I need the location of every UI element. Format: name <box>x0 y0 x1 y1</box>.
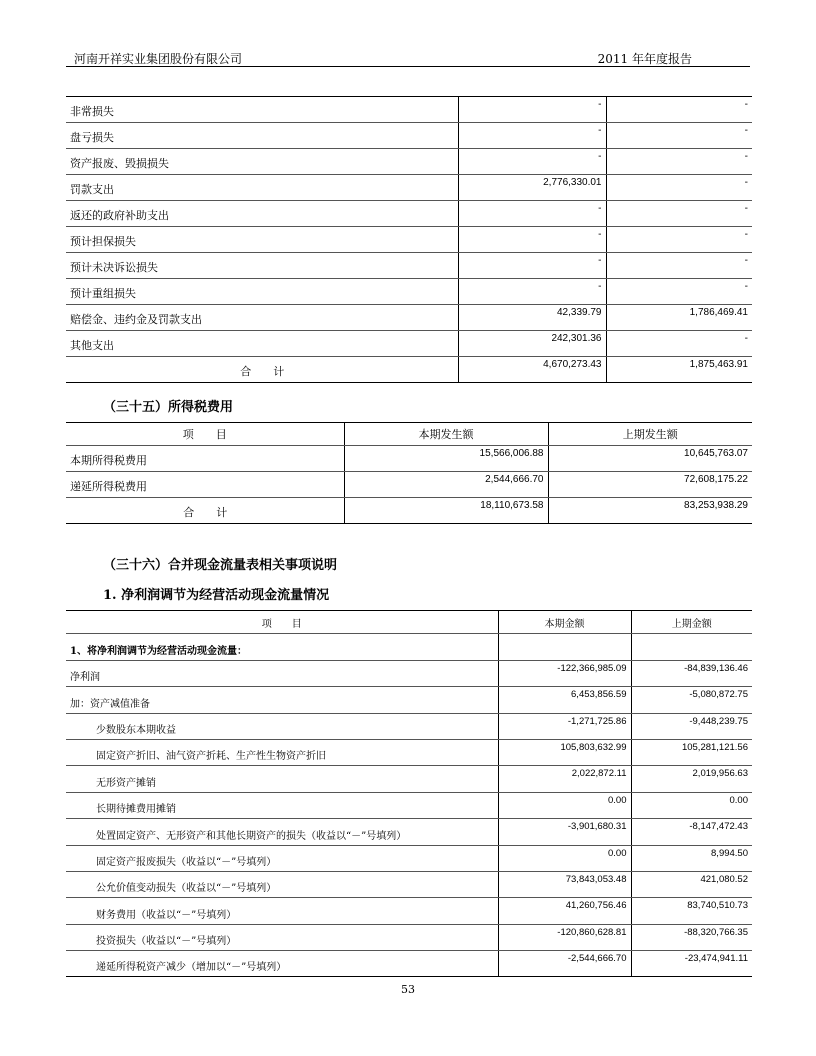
row-prior-value: -5,080,872.75 <box>631 687 752 713</box>
section-36-title: （三十六）合并现金流量表相关事项说明 <box>103 558 338 573</box>
row-label: 固定资产报废损失（收益以“－”号填列） <box>66 845 498 871</box>
row-prior-value: 8,994.50 <box>631 845 752 871</box>
header-current: 本期发生额 <box>344 423 548 446</box>
row-prior-value: - <box>606 149 752 175</box>
table-row <box>66 792 752 818</box>
page-number: 53 <box>401 983 415 996</box>
row-current-value: 73,843,053.48 <box>498 871 631 897</box>
row-prior-value: - <box>606 331 752 357</box>
total-row <box>66 498 752 524</box>
row-current-value: 4,670,273.43 <box>458 357 606 383</box>
row-prior-value: -23,474,941.11 <box>684 953 748 965</box>
row-current-value: -120,860,628.81 <box>498 924 631 950</box>
header-prior: 上期金额 <box>631 611 752 634</box>
row-current-value: 6,453,856.59 <box>498 687 631 713</box>
table-row <box>66 766 752 792</box>
table-row <box>66 227 752 253</box>
row-label: 递延所得税资产减少（增加以“－”号填列） <box>66 951 498 977</box>
table-row <box>66 253 752 279</box>
row-prior-value: 72,608,175.22 <box>548 472 752 498</box>
total-row <box>66 357 752 383</box>
row-current-value: 2,544,666.70 <box>344 472 548 498</box>
page-header <box>66 46 750 67</box>
row-prior-value: - <box>606 123 752 149</box>
table-row <box>66 845 752 871</box>
table-row <box>66 951 752 977</box>
row-current-value: 0.00 <box>498 792 631 818</box>
cash-flow-reconciliation-table <box>66 610 752 977</box>
row-prior-value: - <box>606 175 752 201</box>
row-label: 合 计 <box>66 357 458 383</box>
row-label: 本期所得税费用 <box>66 446 344 472</box>
table-row <box>66 819 752 845</box>
row-current-value: - <box>458 227 606 253</box>
row-label: 预计未决诉讼损失 <box>66 253 458 279</box>
table-row <box>66 739 752 765</box>
row-prior-value: 10,645,763.07 <box>548 446 752 472</box>
row-current-value: -2,544,666.70 <box>498 951 631 977</box>
table-row <box>66 871 752 897</box>
company-name: 河南开祥实业集团股份有限公司 <box>74 52 243 66</box>
header-current: 本期金额 <box>498 611 631 634</box>
row-label: 递延所得税费用 <box>66 472 344 498</box>
row-current-value: 2,776,330.01 <box>458 175 606 201</box>
row-prior-value: 0.00 <box>631 792 752 818</box>
row-label: 返还的政府补助支出 <box>66 201 458 227</box>
table-row <box>66 713 752 739</box>
row-label: 少数股东本期收益 <box>66 713 498 739</box>
row-prior-value: - <box>606 227 752 253</box>
table-row <box>66 149 752 175</box>
row-current-value: 2,022,872.11 <box>498 766 631 792</box>
row-current-value: 42,339.79 <box>458 305 606 331</box>
header-item: 项 目 <box>66 611 498 634</box>
group-header-row <box>66 634 752 660</box>
row-current-value: 15,566,006.88 <box>344 446 548 472</box>
row-current-value: 242,301.36 <box>458 331 606 357</box>
row-current-value: 0.00 <box>498 845 631 871</box>
row-current-value: -1,271,725.86 <box>498 713 631 739</box>
table-row <box>66 898 752 924</box>
row-label: 加：资产减值准备 <box>66 687 498 713</box>
row-current-value: - <box>458 123 606 149</box>
row-current-value: - <box>458 253 606 279</box>
row-label: 长期待摊费用摊销 <box>66 792 498 818</box>
table-row <box>66 446 752 472</box>
group-label: 1、将净利润调节为经营活动现金流量： <box>66 634 498 660</box>
income-tax-table <box>66 422 752 524</box>
row-label: 预计重组损失 <box>66 279 458 305</box>
header-item: 项 目 <box>66 423 344 446</box>
row-prior-value: 105,281,121.56 <box>631 739 752 765</box>
section-35-title: （三十五）所得税费用 <box>103 400 234 415</box>
row-prior-value: - <box>606 279 752 305</box>
row-current-value: - <box>458 279 606 305</box>
table-row <box>66 660 752 686</box>
row-label: 财务费用（收益以“－”号填列） <box>66 898 498 924</box>
table-header-row <box>66 611 752 634</box>
row-prior-value: 2,019,956.63 <box>631 766 752 792</box>
row-prior-value: -84,839,136.46 <box>631 660 752 686</box>
row-label: 合 计 <box>66 498 344 524</box>
row-label: 非常损失 <box>66 97 458 123</box>
row-label: 投资损失（收益以“－”号填列） <box>66 924 498 950</box>
row-label: 资产报废、毁损损失 <box>66 149 458 175</box>
table-row <box>66 123 752 149</box>
row-label: 处置固定资产、无形资产和其他长期资产的损失（收益以“－”号填列） <box>66 819 498 845</box>
header-prior: 上期发生额 <box>548 423 752 446</box>
row-prior-value: - <box>606 97 752 123</box>
row-label: 赔偿金、违约金及罚款支出 <box>66 305 458 331</box>
row-label: 固定资产折旧、油气资产折耗、生产性生物资产折旧 <box>66 739 498 765</box>
table-row <box>66 305 752 331</box>
row-prior-value: - <box>606 253 752 279</box>
row-prior-value: -8,147,472.43 <box>631 819 752 845</box>
row-prior-value: 83,740,510.73 <box>631 898 752 924</box>
row-current-value: 105,803,632.99 <box>498 739 631 765</box>
table-header-row <box>66 423 752 446</box>
row-prior-value: -88,320,766.35 <box>631 924 752 950</box>
table-row <box>66 924 752 950</box>
row-current-value: -122,366,985.09 <box>498 660 631 686</box>
other-expenses-table <box>66 96 752 383</box>
row-label: 其他支出 <box>66 331 458 357</box>
table-row <box>66 331 752 357</box>
section-36-subtitle: 1. 净利润调节为经营活动现金流量情况 <box>103 588 330 603</box>
row-label: 罚款支出 <box>66 175 458 201</box>
table-row <box>66 175 752 201</box>
table-row <box>66 279 752 305</box>
row-prior-value: 1,875,463.91 <box>689 359 748 370</box>
table-row <box>66 687 752 713</box>
row-label: 公允价值变动损失（收益以“－”号填列） <box>66 871 498 897</box>
table-row <box>66 97 752 123</box>
row-prior-value: -9,448,239.75 <box>631 713 752 739</box>
row-prior-value: 421,080.52 <box>631 871 752 897</box>
row-current-value: 41,260,756.46 <box>498 898 631 924</box>
row-current-value: - <box>458 97 606 123</box>
row-current-value: - <box>458 201 606 227</box>
row-prior-value: 1,786,469.41 <box>606 305 752 331</box>
row-label: 无形资产摊销 <box>66 766 498 792</box>
row-current-value: -3,901,680.31 <box>498 819 631 845</box>
row-label: 预计担保损失 <box>66 227 458 253</box>
report-title: 2011 年年度报告 <box>597 52 692 66</box>
row-current-value: - <box>458 149 606 175</box>
row-current-value: 18,110,673.58 <box>344 498 548 524</box>
row-label: 盘亏损失 <box>66 123 458 149</box>
row-prior-value: 83,253,938.29 <box>684 500 748 511</box>
row-label: 净利润 <box>66 660 498 686</box>
table-row <box>66 472 752 498</box>
table-row <box>66 201 752 227</box>
row-prior-value: - <box>606 201 752 227</box>
